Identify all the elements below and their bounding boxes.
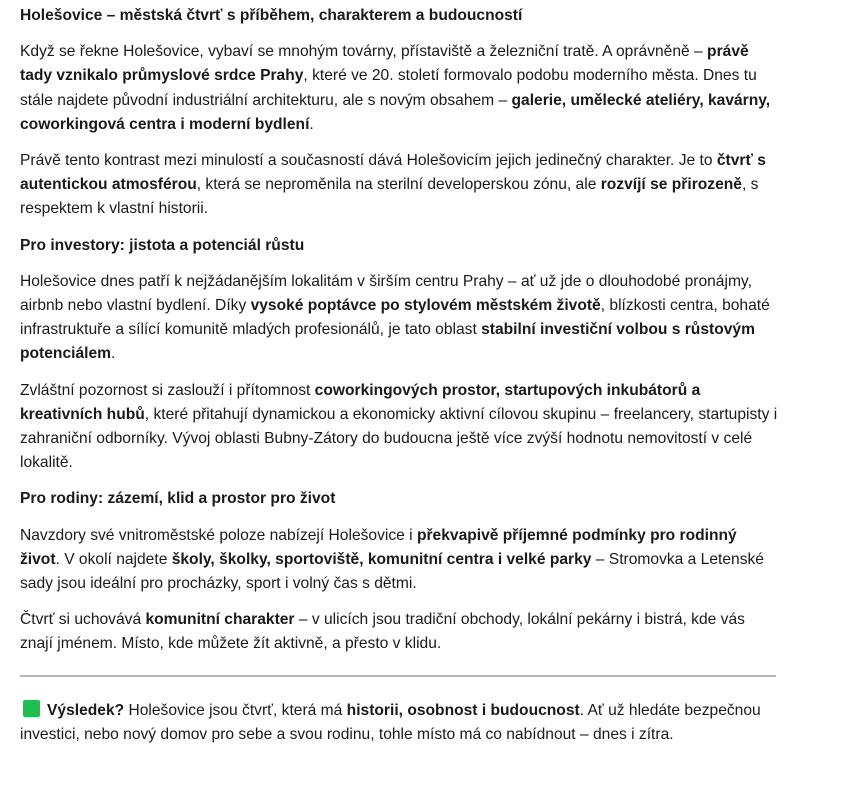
text-run: – v ulicích jsou tradiční obchody, lokální pekárny i bistrá, kde vás znají jménem. Místo, kde můžete žít aktivně, a přesto v klidu. <box>20 611 745 653</box>
bold-text: galerie, umělecké ateliéry, kavárny, coworkingová centra i moderní bydlení <box>20 91 771 133</box>
bold-text: rozvíjí se přirozeně <box>600 176 742 194</box>
families-paragraph-2 <box>20 608 780 656</box>
text-run: . <box>309 115 314 133</box>
result-paragraph <box>20 699 780 747</box>
bold-text: Výsledek? <box>47 701 125 719</box>
intro-paragraph-2 <box>20 149 780 222</box>
bold-text: překvapivě příjemné podmínky pro rodinný život <box>20 526 737 568</box>
bold-text: vysoké poptávce po stylovém městském životě <box>250 297 601 315</box>
bold-text: právě tady vznikalo průmyslové srdce Prahy <box>20 43 749 85</box>
bold-text: coworkingových prostor, startupových inkubátorů a kreativních hubů <box>20 381 701 423</box>
text-run: Zvláštní pozornost si zaslouží i přítomnost <box>20 381 315 399</box>
text-run: . V okolí najdete <box>55 550 172 568</box>
bold-text: stabilní investiční volbou s růstovým potenciálem <box>20 321 755 363</box>
text-run: Když se řekne Holešovice, vybaví se mnohým továrny, přístaviště a železniční tratě. A oprávněně – <box>20 43 708 61</box>
text-run: , blízkosti centra, bohaté infrastruktuře a sílící komunitě mladých profesionálů, je tato oblast <box>20 297 770 339</box>
investors-heading: Pro investory: jistota a potenciál růstu <box>20 236 305 254</box>
bold-text: komunitní charakter <box>145 611 295 629</box>
families-heading: Pro rodiny: zázemí, klid a prostor pro život <box>20 490 336 508</box>
text-run: Holešovice jsou čtvrť, která má <box>124 701 347 719</box>
text-run: , která se neproměnila na sterilní developerskou zónu, ale <box>196 176 601 194</box>
bold-text: školy, školky, sportoviště, komunitní centra i velké parky <box>171 550 592 568</box>
text-run: Právě tento kontrast mezi minulostí a současností dává Holešovicím jejich jedinečný charakter. Je to <box>20 152 717 170</box>
text-run: , s respektem k vlastní historii. <box>20 176 759 218</box>
text-run: Čtvrť si uchovává <box>20 611 146 629</box>
horizontal-divider <box>20 675 776 677</box>
intro-paragraph-1 <box>20 40 780 137</box>
text-run: . <box>111 345 116 363</box>
bold-text: čtvrť s autentickou atmosférou <box>20 152 766 194</box>
green-check-square-icon <box>23 700 40 717</box>
investors-paragraph-2 <box>20 379 780 476</box>
text-run: Navzdory své vnitroměstské poloze nabízejí Holešovice i <box>20 526 417 544</box>
result-text <box>20 702 761 743</box>
document-title: Holešovice – městská čtvrť s příběhem, charakterem a budoucností <box>20 7 523 24</box>
families-paragraph-1 <box>20 524 780 597</box>
text-run: , které přitahují dynamickou a ekonomicky aktivní cílovou skupinu – freelancery, startupisty i zahraniční odborníky. Vývoj oblasti Bubny-Zátory do budoucna ještě více zvýší hodnotu nemovitostí v celé lokalitě. <box>20 405 778 472</box>
text-run: , které ve 20. století formovalo podobu moderního města. Dnes tu stále najdete původní industriální architekturu, ale s novým obsahem – <box>20 67 757 109</box>
text-run: . Ať už hledáte bezpečnou investici, nebo nový domov pro sebe a svou rodinu, tohle místo má co nabídnout – dnes i zítra. <box>20 701 761 743</box>
text-run: – Stromovka a Letenské sady jsou ideální pro procházky, sport i volný čas s dětmi. <box>20 550 764 593</box>
bold-text: historii, osobnost i budoucnost <box>346 701 580 719</box>
investors-paragraph-1 <box>20 270 780 367</box>
text-run: Holešovice dnes patří k nejžádanějším lokalitám v širším centru Prahy – ať už jde o dlouhodobé pronájmy, airbnb nebo vlastní bydlení. Díky <box>20 272 752 315</box>
